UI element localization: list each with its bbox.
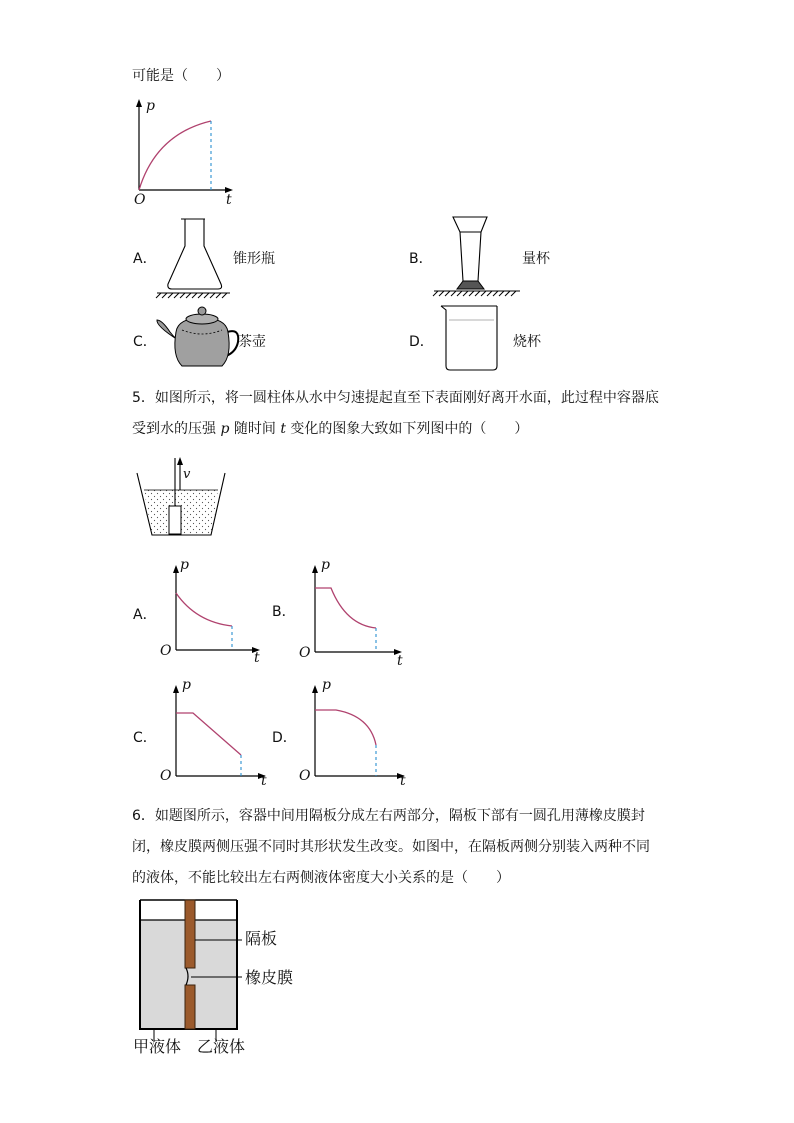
q5-c-origin: O — [160, 768, 172, 784]
q5-var-p: p — [220, 421, 230, 437]
q5-stem-line1: 5．如图所示，将一圆柱体从水中匀速提起直至下表面刚好离开水面，此过程中容器底 — [132, 390, 659, 406]
q5-option-c-letter: C． — [133, 730, 157, 746]
q4-option-a-letter: A． — [133, 251, 157, 267]
q5-d-x-label: t — [400, 773, 406, 789]
q4-option-b-label: 量杯 — [522, 251, 550, 267]
q5-stem-line2-c: 变化的图象大致如下列图中的（ ） — [285, 421, 529, 437]
q4-option-d-letter: D． — [409, 334, 434, 350]
q4-option-d-label: 烧杯 — [513, 334, 541, 350]
q5-stem-line2-b: 随时间 — [229, 421, 281, 437]
q4-graph-y-label: p — [146, 98, 155, 114]
q5-option-b-letter: B． — [272, 604, 296, 620]
q4-graph-origin: O — [134, 192, 146, 208]
q5-a-origin: O — [160, 643, 172, 659]
q6-stem-line3: 的液体，不能比较出左右两侧液体密度大小关系的是（ ） — [132, 870, 510, 886]
q4-option-b-letter: B． — [409, 251, 433, 267]
q6-label-partition: 隔板 — [245, 929, 278, 948]
q4-option-a-label: 锥形瓶 — [233, 251, 275, 267]
q5-b-origin: O — [299, 645, 311, 661]
q5-stem-line2-a: 受到水的压强 — [132, 421, 221, 437]
q5-option-d-letter: D． — [272, 730, 297, 746]
q5-d-y-label: p — [322, 677, 331, 693]
q6-label-liquid-b: 乙液体 — [197, 1037, 246, 1056]
q6-stem-line1: 6．如题图所示，容器中间用隔板分成左右两部分，隔板下部有一圆孔用薄橡皮膜封 — [132, 808, 645, 824]
q6-partition — [185, 900, 195, 968]
q5-d-origin: O — [299, 768, 311, 784]
q5-c-y-label: p — [182, 677, 191, 693]
q5-velocity-label: v — [183, 467, 191, 482]
q4-option-c-label: 茶壶 — [238, 334, 266, 350]
q4-graph-x-label: t — [226, 192, 232, 208]
q6-label-membrane: 橡皮膜 — [245, 968, 294, 987]
q5-a-x-label: t — [254, 650, 260, 666]
q5-option-a-letter: A． — [133, 607, 157, 623]
q4-option-c-letter: C． — [133, 334, 157, 350]
q4-intro-tail: 可能是（ ） — [132, 68, 230, 84]
q5-a-y-label: p — [180, 557, 189, 573]
q5-var-t: t — [280, 421, 286, 437]
q6-label-liquid-a: 甲液体 — [133, 1037, 182, 1056]
q5-b-y-label: p — [321, 557, 330, 573]
q6-stem-line2: 闭，橡皮膜两侧压强不同时其形状发生改变。如图中，在隔板两侧分别装入两种不同 — [132, 839, 650, 855]
q5-b-x-label: t — [397, 653, 403, 669]
q5-c-x-label: t — [261, 773, 267, 789]
